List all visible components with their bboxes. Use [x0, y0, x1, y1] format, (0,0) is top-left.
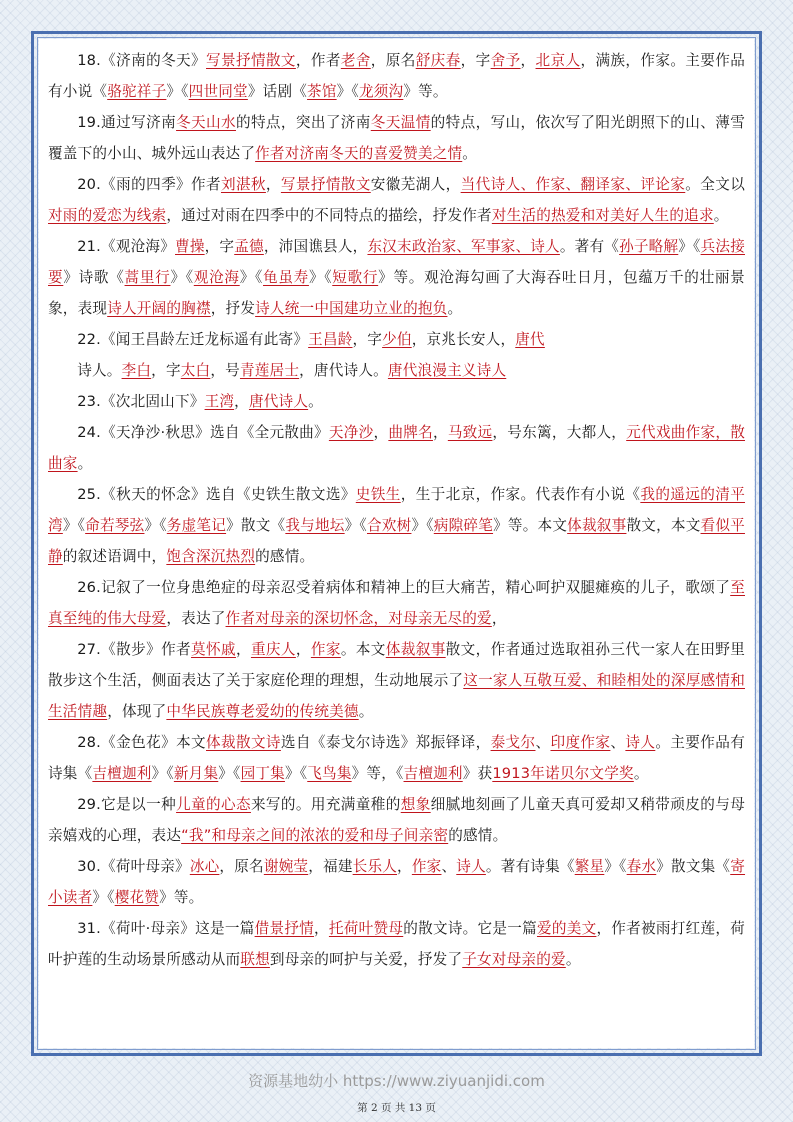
underlined-key-term: 诗人开阔的胸襟: [107, 300, 211, 317]
paragraph-text: 20.《雨的四季》作者: [77, 176, 221, 193]
paragraph-text: 散文，作者通过选取祖孙三代一家人在田野里散步这个生活，侧面表达了关于家庭伦理的理想，生动地展示了: [48, 641, 745, 689]
paragraph-text: 》散文集《: [656, 858, 731, 875]
paragraph-text: 》等。: [159, 889, 204, 906]
paragraph-text: ，唐代诗人。: [299, 362, 388, 379]
underlined-key-term: 孙子略解: [619, 238, 679, 255]
paragraph-text: 30.《荷叶母亲》: [77, 858, 190, 875]
underlined-key-term: 太白: [180, 362, 211, 379]
underlined-key-term: 泰戈尔: [490, 734, 536, 751]
paragraph-text: ，原名: [219, 858, 264, 875]
underlined-key-term: 诗人统一中国建功立业的抱负: [255, 300, 448, 317]
paragraph-text: 》《: [336, 83, 359, 100]
paragraph-text: 》《: [151, 765, 174, 782]
paragraph-text: 》《: [604, 858, 627, 875]
underlined-key-term: 龙须沟: [358, 83, 404, 100]
paragraph-text: 到母亲的呵护与关爱，抒发了: [269, 951, 463, 968]
paragraph-text: 》《: [308, 269, 333, 286]
underlined-key-term: 园丁集: [240, 765, 285, 782]
underlined-key-term: 唐代: [515, 331, 545, 348]
underlined-key-term: 联想: [240, 951, 270, 968]
page-number: 第 2 页 共 13 页: [357, 1102, 436, 1114]
paragraph: [48, 727, 745, 789]
underlined-key-term: 病隙碎笔: [433, 517, 494, 534]
underlined-key-term: 这一家人互敬互爱、和睦相处的深厚感情和生活情趣: [48, 672, 745, 720]
paragraph-text: 。本文: [340, 641, 386, 658]
underlined-key-term: 托荷叶赞母: [328, 920, 404, 937]
paragraph-text: 的感情。: [255, 548, 315, 565]
paragraph-text: 25.《秋天的怀念》选自《史铁生散文选》: [77, 486, 356, 503]
paragraph-text: ，抒发: [210, 300, 256, 317]
paragraph-text: 细腻地刻画了儿童天真可爱却又稍带顽皮的与母亲嬉戏的心理，表达: [48, 796, 745, 844]
paragraph: [48, 634, 745, 727]
paragraph-text: 》《: [92, 889, 115, 906]
underlined-key-term: 我与地坛: [285, 517, 345, 534]
paragraph-text: 》散文《: [226, 517, 286, 534]
underlined-key-term: 吉檀迦利: [92, 765, 152, 782]
paragraph-text: 选自《泰戈尔诗选》郑振铎译，: [280, 734, 491, 751]
underlined-key-term: 舒庆春: [415, 52, 461, 69]
underlined-key-term: 冬天温情: [370, 114, 431, 131]
paragraph-text: 》《: [166, 83, 189, 100]
underlined-key-term: 儿童的心态: [176, 796, 251, 813]
paragraph-text: ，: [491, 610, 507, 627]
paragraph-text: ，号东篱，大都人，: [492, 424, 627, 441]
paragraph-text: 。全文以: [685, 176, 745, 193]
paragraph-text: 19.通过写济南: [77, 114, 177, 131]
paragraph-text: 的特点，突出了济南: [235, 114, 371, 131]
paragraph-text: 》《: [344, 517, 367, 534]
paragraph-text: ，沛国谯县人，: [263, 238, 368, 255]
underlined-key-term: 曲牌名: [388, 424, 433, 441]
paragraph-text: 。: [77, 455, 93, 472]
underlined-key-term: 至真至纯的伟大母爱: [48, 579, 745, 627]
paragraph-text: 23.《次北固山下》: [77, 393, 205, 410]
paragraph-text: 的感情。: [448, 827, 508, 844]
underlined-key-term: 长乐人: [352, 858, 398, 875]
paragraph-text: 》《: [678, 238, 701, 255]
underlined-key-term: 茶馆: [307, 83, 337, 100]
paragraph-text: 安徽芜湖人，: [370, 176, 461, 193]
paragraph-text: 24.《天净沙·秋思》选自《全元散曲》: [77, 424, 329, 441]
underlined-key-term: 诗人: [456, 858, 486, 875]
paragraph-text: 18.《济南的冬天》: [77, 52, 207, 69]
paragraph: [48, 913, 745, 975]
underlined-key-term: 元代戏曲作家，散曲家: [48, 424, 746, 472]
underlined-key-term: 务虚笔记: [166, 517, 227, 534]
paragraph-text: 》诗歌《: [63, 269, 125, 286]
underlined-key-term: 龟虽寿: [263, 269, 309, 286]
paragraph-text: ，字: [204, 238, 235, 255]
paragraph: [48, 169, 745, 231]
paragraph-text: 》话剧《: [247, 83, 308, 100]
underlined-key-term: 印度作家: [550, 734, 611, 751]
underlined-key-term: 写景抒情散文: [280, 176, 371, 193]
paragraph-text: ，表达了: [166, 610, 226, 627]
paragraph: [48, 479, 745, 572]
paragraph-text: 。: [358, 703, 374, 720]
paragraph-text: 》获: [462, 765, 493, 782]
paragraph-text: 》《: [218, 765, 241, 782]
paragraph-text: 、: [441, 858, 457, 875]
paragraph-text: 》《: [411, 517, 434, 534]
paragraph-text: 来写的。用充满童稚的: [250, 796, 401, 813]
paragraph-text: ，: [234, 393, 249, 410]
paragraph-text: 27.《散步》作者: [77, 641, 192, 658]
underlined-key-term: 天净沙: [328, 424, 374, 441]
underlined-key-term: 子女对母亲的爱: [462, 951, 566, 968]
paragraph-text: 21.《观沧海》: [77, 238, 176, 255]
underlined-key-term: 冬天山水: [176, 114, 236, 131]
paragraph: [48, 231, 745, 324]
paragraph-text: ，通过对雨在四季中的不同特点的描绘，抒发作者: [166, 207, 492, 224]
paragraph-text: 29.它是以一种: [77, 796, 177, 813]
underlined-key-term: 谢婉莹: [263, 858, 309, 875]
underlined-key-term: 观沧海: [193, 269, 240, 286]
paragraph-text: 》等。: [403, 83, 448, 100]
paragraph-text: 》等。观沧海勾画了大海吞吐日月，包蕴万千的壮丽景象，表现: [48, 269, 745, 317]
underlined-key-term: 王昌龄: [308, 331, 353, 348]
underlined-key-term: 饱含深沉热烈: [166, 548, 256, 565]
underlined-key-term: 新月集: [173, 765, 219, 782]
underlined-key-term: 对生活的热爱和对美好人生的追求: [491, 207, 714, 224]
underlined-key-term: 樱花赞: [114, 889, 160, 906]
underlined-key-term: 飞鸟集: [307, 765, 352, 782]
paragraph-text: 散文，本文: [626, 517, 701, 534]
document-body: [48, 45, 745, 975]
paragraph-text: ，作者被雨打红莲，荷叶护莲的生动场景所感动从而: [48, 920, 745, 968]
paragraph-text: 。: [462, 145, 478, 162]
underlined-key-term: 看似平静: [48, 517, 745, 565]
underlined-key-term: 兵法接要: [48, 238, 745, 286]
watermark: 资源基地幼小 https://www.ziyuanjidi.com: [248, 1072, 545, 1090]
paragraph: [48, 851, 745, 913]
paragraph-text: ，: [295, 641, 311, 658]
underlined-key-term: 李白: [121, 362, 152, 379]
underlined-key-term: 吉檀迦利: [403, 765, 463, 782]
underlined-key-term: 四世同堂: [188, 83, 248, 100]
underlined-key-term: 诗人: [625, 734, 656, 751]
underlined-key-term: 我的遥远的清平湾: [48, 486, 745, 534]
underlined-key-term: 曹操: [175, 238, 205, 255]
paragraph-text: ，: [397, 858, 412, 875]
underlined-key-term: 史铁生: [355, 486, 401, 503]
paragraph-text: 22.《闻王昌龄左迁龙标遥有此寄》: [77, 331, 309, 348]
underlined-key-term: 繁星: [574, 858, 605, 875]
paragraph: [48, 45, 745, 107]
underlined-key-term: 寄小读者: [48, 858, 746, 906]
paragraph-text: 。主要作品有诗集《: [48, 734, 745, 782]
paragraph-text: ，福建: [308, 858, 353, 875]
paragraph: [48, 417, 745, 479]
underlined-key-term: 中华民族尊老爱幼的传统美德: [166, 703, 359, 720]
underlined-key-term: 少伯: [382, 331, 412, 348]
paragraph-text: ，作者: [295, 52, 341, 69]
paragraph-text: 的特点，写山，依次写了阳光朗照下的山、薄雪覆盖下的小山、城外远山表达了: [48, 114, 745, 162]
underlined-key-term: 命若琴弦: [85, 517, 145, 534]
underlined-key-term: 重庆人: [250, 641, 296, 658]
underlined-key-term: 体裁叙事: [567, 517, 627, 534]
paragraph-text: ，字: [151, 362, 181, 379]
paragraph: [48, 386, 745, 417]
paragraph-text: 。: [633, 765, 649, 782]
paragraph-text: ，生于北京，作家。代表作有小说《: [400, 486, 641, 503]
paragraph-text: 诗人。: [77, 362, 122, 379]
underlined-key-term: 爱的美文: [536, 920, 597, 937]
paragraph-text: 》《: [62, 517, 86, 534]
underlined-key-term: 王湾: [204, 393, 235, 410]
underlined-key-term: 刘湛秋: [220, 176, 266, 193]
underlined-key-term: 短歌行: [332, 269, 379, 286]
paragraph-text: 、: [535, 734, 551, 751]
paragraph: [48, 789, 745, 851]
underlined-key-term: “我”和母亲之间的浓浓的爱和母子间亲密: [181, 827, 449, 844]
paragraph-text: 。: [308, 393, 323, 410]
underlined-key-term: 北京人: [535, 52, 581, 69]
paragraph-text: 》《: [284, 765, 308, 782]
underlined-key-term: 作家: [310, 641, 341, 658]
paragraph-text: 26.记叙了一位身患绝症的母亲忍受着病体和精神上的巨大痛苦，精心呵护双腿瘫痪的儿子，歌颂了: [77, 579, 731, 596]
underlined-key-term: 舍予: [490, 52, 521, 69]
underlined-key-term: 体裁叙事: [385, 641, 446, 658]
paragraph-text: 》《: [170, 269, 194, 286]
paragraph-text: 。著有《: [559, 238, 620, 255]
paragraph: [48, 324, 745, 355]
paragraph-text: 》《: [239, 269, 264, 286]
paragraph-text: 的叙述语调中，: [62, 548, 167, 565]
underlined-key-term: 孟德: [234, 238, 264, 255]
paragraph-text: 。: [713, 207, 729, 224]
underlined-key-term: 想象: [400, 796, 431, 813]
paragraph-text: 31.《荷叶·母亲》这是一篇: [77, 920, 255, 937]
underlined-key-term: 体裁散文诗: [206, 734, 281, 751]
underlined-key-term: 借景抒情: [254, 920, 315, 937]
underlined-key-term: 当代诗人、作家、翻译家、评论家: [460, 176, 686, 193]
underlined-key-term: 合欢树: [366, 517, 412, 534]
paragraph-text: ，: [520, 52, 536, 69]
underlined-key-term: 唐代诗人: [248, 393, 309, 410]
paragraph-text: 。: [447, 300, 463, 317]
underlined-key-term: 作者对济南冬天的喜爱赞美之情: [255, 145, 463, 162]
underlined-key-term: 马致远: [447, 424, 493, 441]
underlined-key-term: 青莲居士: [239, 362, 300, 379]
paragraph-text: ，: [373, 424, 389, 441]
underlined-key-term: 蒿里行: [124, 269, 171, 286]
underlined-key-term: 对雨的爱恋为线索: [48, 207, 167, 224]
paragraph: [48, 107, 745, 169]
paragraph-text: 28.《金色花》本文: [77, 734, 207, 751]
paragraph-text: ，: [432, 424, 448, 441]
paragraph-text: 的散文诗。它是一篇: [403, 920, 537, 937]
paragraph: [48, 355, 745, 386]
paragraph-text: 》《: [144, 517, 167, 534]
paragraph-text: ，字: [460, 52, 491, 69]
underlined-key-term: 春水: [626, 858, 657, 875]
underlined-key-term: 莫怀戚: [191, 641, 236, 658]
paragraph-text: ，字: [352, 331, 383, 348]
underlined-key-term: 唐代浪漫主义诗人: [387, 362, 507, 379]
paragraph-text: ，满族，作家。主要作品有小说《: [48, 52, 746, 100]
paragraph-text: 》等，《: [351, 765, 404, 782]
paragraph-text: ，号: [210, 362, 240, 379]
paragraph-text: ，京兆长安人，: [411, 331, 516, 348]
underlined-key-term: 作者对母亲的深切怀念，对母亲无尽的爱: [225, 610, 492, 627]
underlined-key-term: 老舍: [340, 52, 371, 69]
underlined-key-term: 1913年诺贝尔文学奖: [492, 765, 634, 782]
paragraph-text: ，: [235, 641, 251, 658]
paragraph-text: ，体现了: [107, 703, 167, 720]
underlined-key-term: 冰心: [189, 858, 220, 875]
underlined-key-term: 作家: [411, 858, 442, 875]
underlined-key-term: 写景抒情散文: [206, 52, 296, 69]
underlined-key-term: 东汉末政治家、军事家、诗人: [367, 238, 560, 255]
paragraph-text: 。著有诗集《: [485, 858, 575, 875]
underlined-key-term: 骆驼祥子: [107, 83, 167, 100]
paragraph: [48, 572, 745, 634]
paragraph-text: ，: [265, 176, 281, 193]
paragraph-text: 、: [610, 734, 626, 751]
paragraph-text: ，: [314, 920, 329, 937]
paragraph-text: 》等。本文: [493, 517, 568, 534]
paragraph-text: ，原名: [370, 52, 416, 69]
paragraph-text: 。: [565, 951, 581, 968]
